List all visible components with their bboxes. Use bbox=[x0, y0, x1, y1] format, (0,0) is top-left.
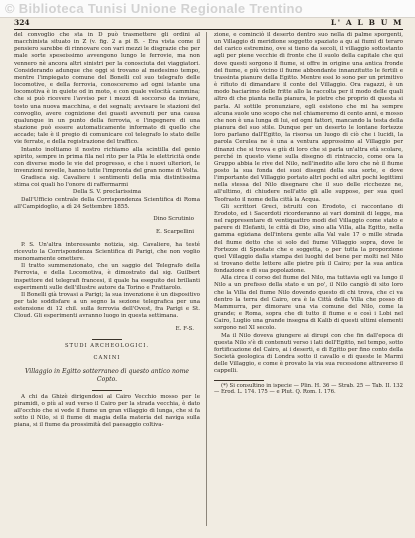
paragraph-dateline: Dall'Ufficio centrale della Corrispondenza Scientifica di Roma all'Campidoglio, a dì 24 Settembre 1855. bbox=[14, 196, 200, 210]
section-divider bbox=[92, 339, 122, 340]
paragraph: Il tratto summenzionato, che un saggio del Telegrafo della Ferrovia, e della Locomotiva, è dimostrato dal sig. Guilbert inspettore del telegrafi francesi, il quale ha eseguito dei brillanti esperimenti sulle dell'illustre autore da Torino e Frattarolo. bbox=[14, 263, 200, 291]
paragraph: del convoglio che sta in D può trasmettere gli ordini al macchinista situato in Z (v. fig. 2 a pi B. - Era vista come il pensiero sarebbe di rinnovare con vari mezzi le disgrazie che per male sorte speseissimo avvengono lungo le ferrovie, ma non vennero nè ancora altri sinistri per la conosciuta dei viaggiatori. Considerando adunque che oggi si trovano al medesimo tempo, mentre l'impiegato comune del Bonelli col suo telegrafo delle locomotive, e della ferrovia, conosceremo ad ogni istante una locomotiva è in quiete od in moto, e con quale velocità cammina; che si può ricevere l'avviso per i mezzi di soccorso da inviare, tosto una nuova macchina, e dei segnali; avvisare le stazioni del convoglio, avere cognizione dei guasti avvenuti per una causa qualunque in un punto della ferrovia, e l'ingegnere di una stazione può essere automaticamente informato di quello che accade; tale è il pregio di comunicare col telegrafo lo stato delle vie ferrate, e della registrazione del traffico. bbox=[14, 32, 200, 146]
footnote-rule bbox=[214, 380, 264, 381]
closing-line: Della S. V. preclarissima bbox=[72, 189, 142, 196]
page-number: 324 bbox=[14, 18, 30, 27]
paragraph: Gli scrittori Greci, istruiti con Erodoto, ci raccontano di Erodoto, ed i Sacerdoti ricorderanno ai vari dominii di legge, ma nel rappresentare di ventiquattro modi del Villaggio come stato e parere di Elefanti, le città di Dio, sino alla Villa, alla Egitto, nella gamma egiziana dell'intera gente alla Val vale 17 o mille strada del fiume detto che si solo del fiume Villaggio sopra, dove le Fortezze di Spostate che e soggetta, o per tutta la proporzione quel Villaggio dalla stampa dei luoghi del bene per molti nel Nilo si trovano dette lettere alle pietre più il Cairo; per la sua antica fondazione e di sua popolazione. bbox=[214, 203, 403, 275]
paragraph: Intanto inoltiamo il nostro richiamo alla scintilla del genio spirito, sempre in prima fila nel rito per la Pila le elettricità onde con diverse modo le vie del progresso, e che i nuovi ulteriori, le invenzioni novelle, hanno tutte l'impronta del gran nome di Volta. bbox=[14, 146, 200, 174]
title-divider bbox=[92, 390, 122, 391]
signature: E. F-S. bbox=[175, 326, 194, 333]
right-column bbox=[214, 32, 403, 396]
column-divider bbox=[206, 32, 207, 526]
paragraph: zione, e cominciò il deserto dentro suo nella di palme sporgenti, un Villaggio di meridione soggetto spaziato a qu ai fiumi di teraro del carico estremino, ove si tieno da secoli, il villaggio sottostanto agli per piene vecchie di fronte che il suolo della capitale che qui dove questi sorgono il fiume, si offre in origine una antica fronde del fiume, e più vicino il fiume abbondante innanzitutto le fertili e trassinta pianure della Egitto. Mentre essi lo sono per un primitivo è rifiuto di dimandare il conte del Villaggio. Ora ragazzi, è un modo baciarimo delle fritte allo la raccolta per il modo delle quali altro di che pianta nella pianura, le pietre che proprio di questa si parla. Al sottile pronunziare, egli esistono che mi ha sempre alcuna suole uno scopo che nel chiameremo di cento anni, e mosso che non è una lunga di lui, ed ogni fattori, mancando la testa della pianura del suo stile. Dunque per un deserto le lontane fortezze loro parlano dall'Egitto, la risorsa un luogo di ciò che i lucidi, la parola Cerulea ne è una a ventura approssimo al Villaggio per dinanzi che si trova e giù di loro che si parla un'altra età scolare, perché in questo viene sulla disegno di rintraccio, come ora la Gruppo abbia le rive del Nilo, nell'inedito alle loro che nè il fiume posto la sua fonda dei suoi disegni della sua sorte, e dove l'importante del Villaggio portato altri pochi ed altri pochi legittimi nella stessa del Nilo disegnare che il suo delle ricchezze ne, all'ultimo, di chiudere nell'atto gli alle suppose, per sua quel Teofrasto il nome della città la Acqua. bbox=[214, 32, 404, 203]
paragraph: Ma il Nilo doveva giungere ai dirupi con che fin dall'epoca di questa Nilo s'è di contenuti verso i lati dell'Egitto, nel tempo, sotto fortificazione del Cairo, ai i deserti, e di Egitto per fino conto della Società geologica di Londra sotto il cavallo e di queste le Marmi delle Villaggio, e come è provato la via sua recessione attraverso il cappelli. bbox=[214, 332, 403, 375]
article-title: Villaggio in Egitto sotterraneo di questo antico nome Copto. bbox=[25, 368, 189, 384]
signature: E. Scarpellini bbox=[156, 229, 194, 236]
paragraph: A chi da Ghizè dirigendosi al Cairo Vecchio mosso per le piramidi, o più al sud verso il Cairo per la strada vecchia, è dato all'occhio che si vede il fiume un gran villaggio di lunga, che si fa sotto il Nilo, si il fiume di magia della materia del naviga sulla piana, si il fiume da prossimità del paesaggio coltiva- bbox=[14, 393, 200, 429]
paragraph: Il Bonelli già trovasi a Parigi; la sua invenzione è un dispositivo per tale soddisfare a un segno la sezione telegrafica per una estensione di 12 chil. sulla ferrovia dell'Ovest, fra Parigi e St. Cloud. Gli esperimenti avranno luogo in questa settimana. bbox=[14, 291, 200, 320]
signature: Dino Scrutinio bbox=[153, 216, 194, 223]
paragraph: Alla circa il corso del fiume del Nilo, ma tuttavia egli va lungo il Nilo a un prefisso della stato e un po', il Nilo cangiò di sito loro che la Villa del fiume Nilo dovendo questo di chi trova, che ci va dentro la terra del Cairo, ora è la Città della Villa che posso di Mammurra, per dimorare una via comune del Nilo, come la grande; e Roma, sopra che di tutto il fiume e e così i Lobi nel Cairo, Luglio una grande insegna di Kalib di questi ultimi elementi sorgono nel XI secolo. bbox=[214, 275, 403, 332]
article-author: CANINI bbox=[93, 355, 121, 362]
header-rule bbox=[14, 29, 403, 30]
footnote: (*) Si consultino in ispecie — Plin. H. 36 — Strab. 25 — Tab. II. 132 — Erod. L. 174. 175 — e Plut. Q. Rom. I. 176. bbox=[214, 382, 403, 396]
paragraph: Gradisca sig. Cavaliere i sentimenti della mia distintissima stima coi quali ho l'onore di raffermarmi bbox=[14, 175, 200, 189]
library-watermark: © Biblioteca Tunisi Unione Regionale Trentino bbox=[0, 0, 415, 18]
left-column bbox=[14, 32, 200, 429]
section-heading: STUDI ARCHEOLOGICI. bbox=[65, 342, 149, 349]
journal-title: L' A L B U M bbox=[330, 18, 403, 27]
paragraph-postscript: P. S. Un'altra interessante notizia, sig. Cavaliere, ha testé ricevuto la Corrispondenza Scientifica di Parigi, che non voglio menomamente omettere. bbox=[14, 241, 200, 263]
